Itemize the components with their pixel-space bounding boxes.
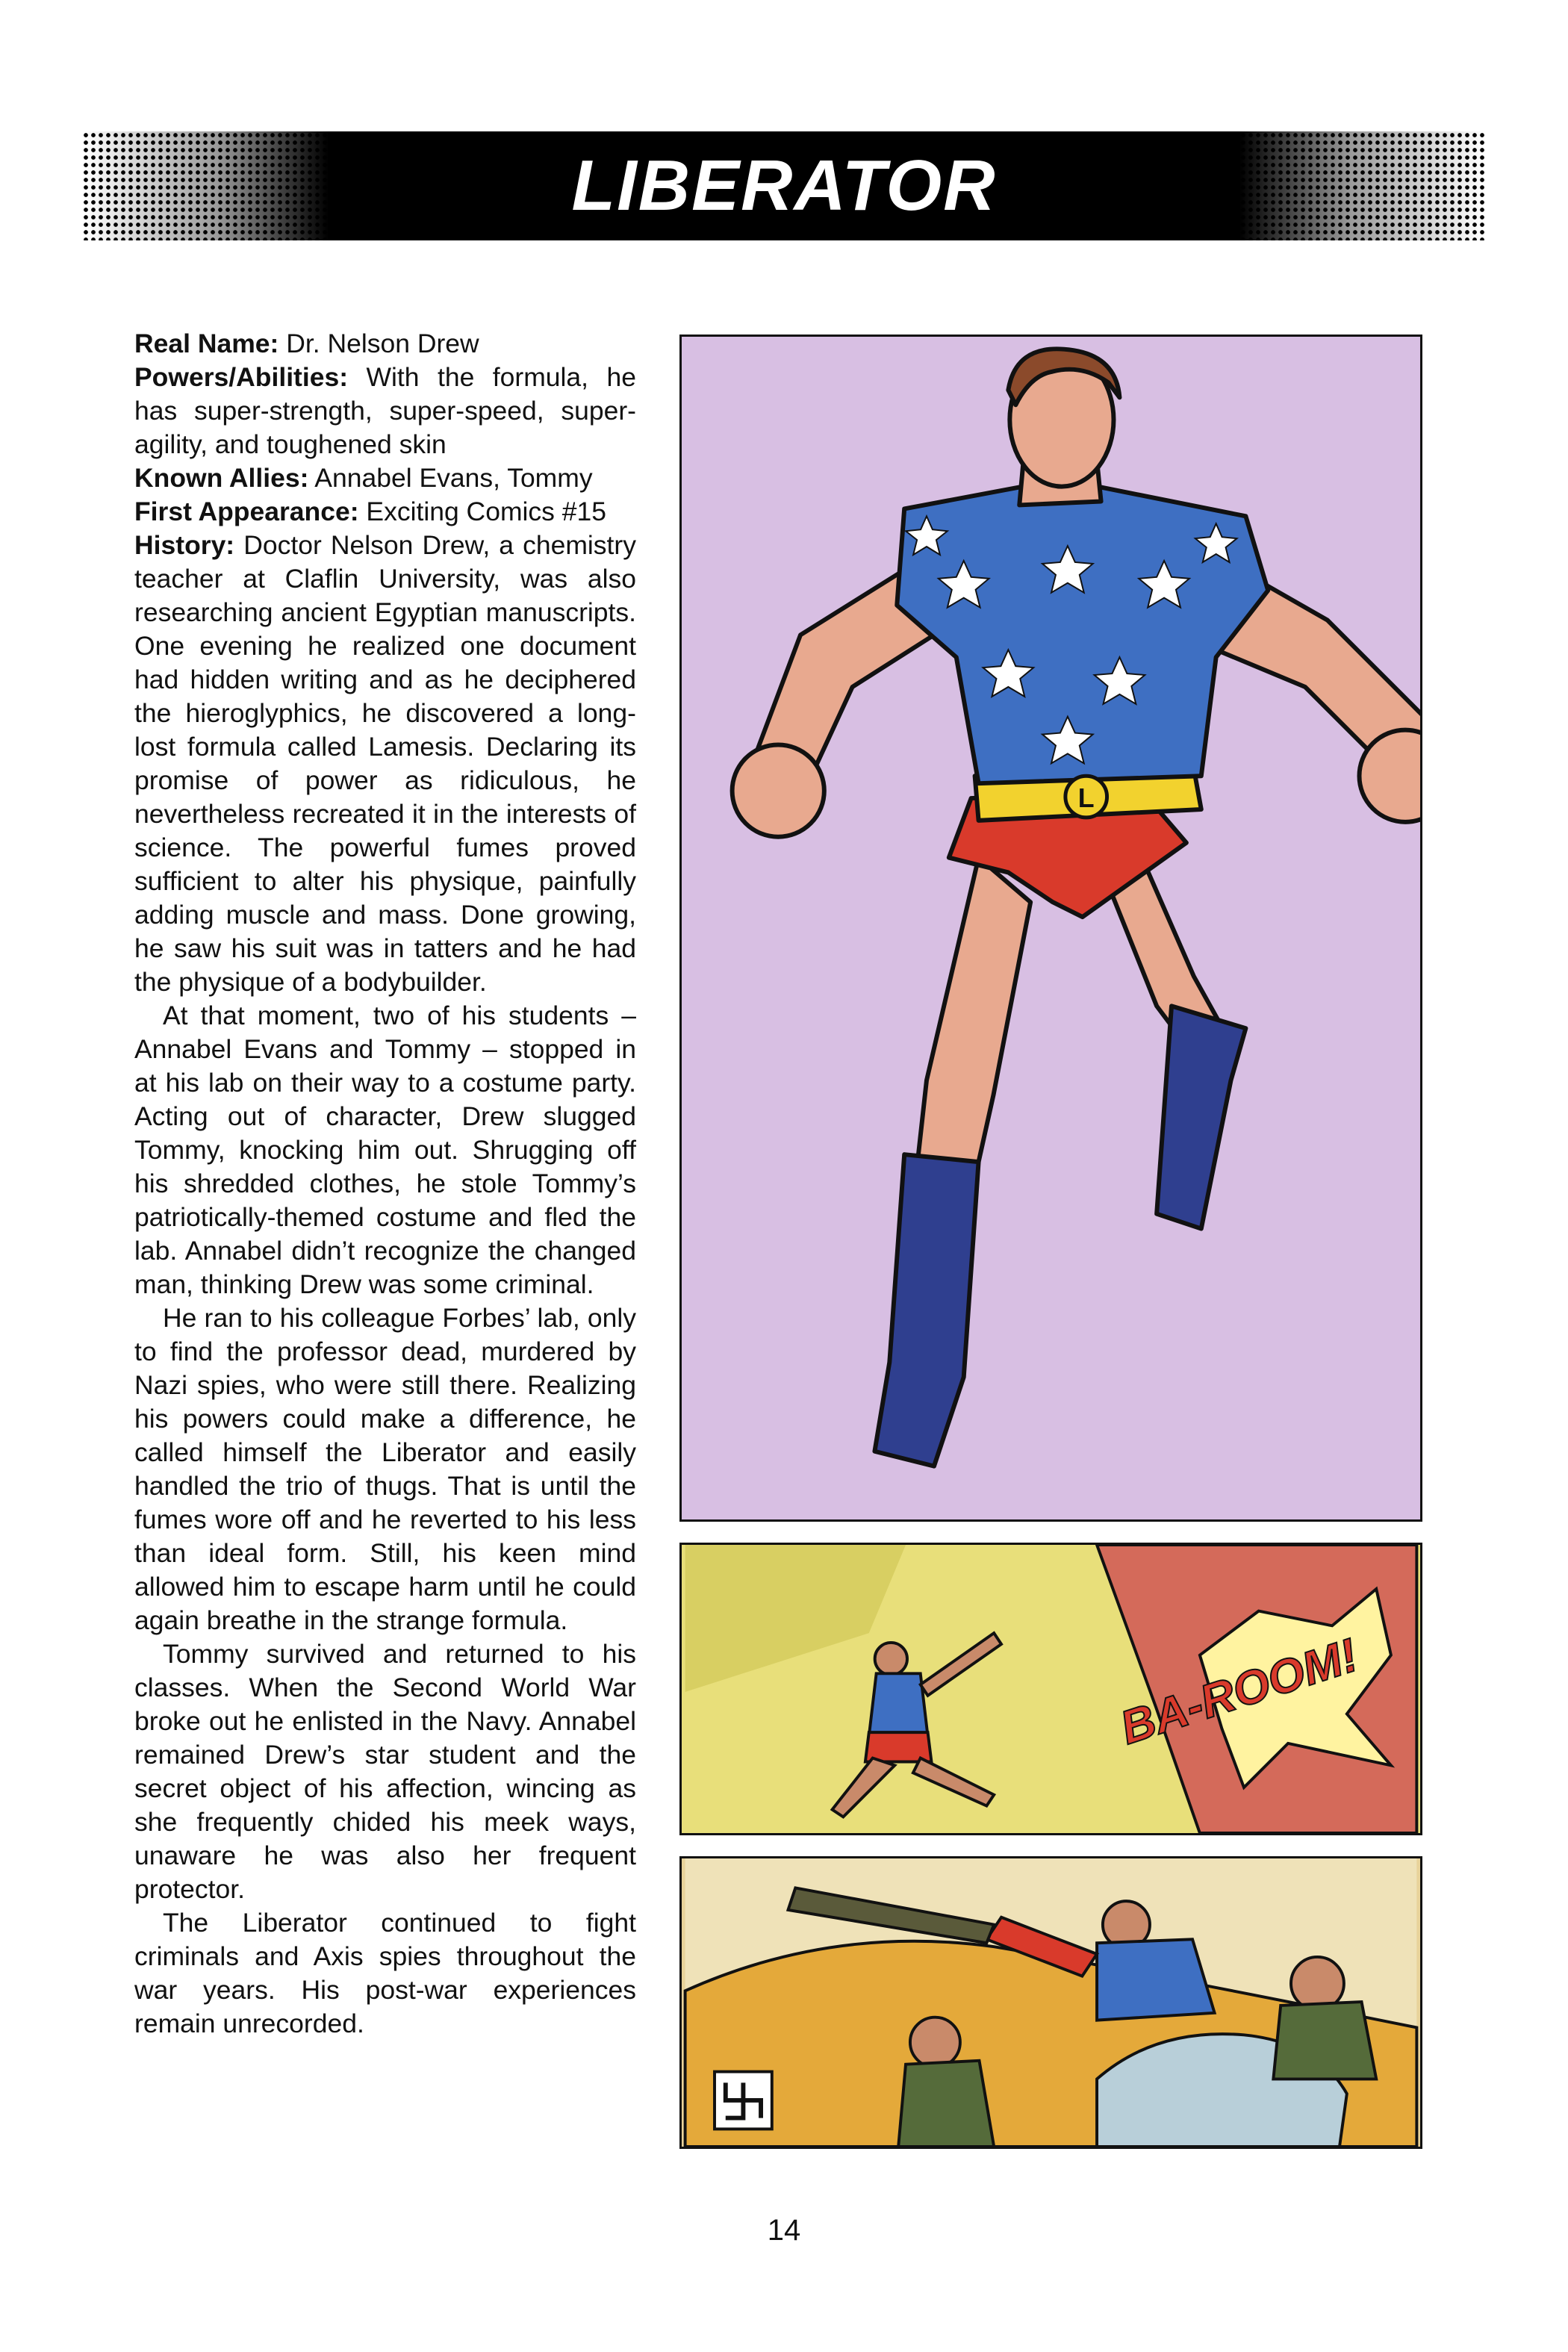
sfx-text: BA-ROOM! [1114,1628,1364,1755]
history-paragraph-3: He ran to his colleague Forbes’ lab, only to find the professor dead, murdered by Nazi spies, who were still there. Realizing his powers could make a difference, he called himself the Liberator and easily handled the trio of thugs. That is until the fumes wore off and he reverted to his less than ideal form. Still, his keen mind allowed him to escape harm until he could again breathe in the strange formula. [134,1303,636,1635]
bio-text-column [134,327,636,2041]
explosion-panel [679,1543,1422,1835]
cockpit-panel [679,1856,1422,2149]
allies-value: Annabel Evans, Tommy [308,463,593,493]
first-appearance-label: First Appearance: [134,497,359,526]
page-title: LIBERATOR [571,146,997,225]
history-paragraph-4: Tommy survived and returned to his classes. When the Second World War broke out he enlisted in the Navy. Annabel remained Drew’s star student and the secret object of his affection, wincing as she frequently chided his meek ways, unaware he was also her frequent protector. [134,1639,636,1904]
allies-field [134,461,636,495]
page-number: 14 [767,2214,801,2247]
history-value: Doctor Nelson Drew, a chemistry teacher at Claflin University, was also researching ancient Egyptian manuscripts. One evening he realized one document had hidden writing and as he deciphered the hieroglyphics, he discovered a long-lost formula called Lamesis. Declaring its promise of power as ridiculous, he nevertheless recreated it in the interests of science. The powerful fumes proved sufficient to alter his physique, painfully adding muscle and mass. Done growing, he saw his suit was in tatters and he had the physique of a bodybuilder. [134,530,636,997]
explosion-scene-illustration [682,1545,1420,1833]
hero-illustration-panel [679,335,1422,1522]
history-paragraph-2: At that moment, two of his students – Annabel Evans and Tommy – stopped in at his lab on their way to a costume party. Acting out of character, Drew slugged Tommy, knocking him out. Shrugging off his shredded clothes, he stole Tommy’s patriotically-themed costume and fled the lab. Annabel didn’t recognize the changed man, thinking Drew was some criminal. [134,1001,636,1299]
powers-value: With the formula, he has super-strength, super-speed, super-agility, and toughened skin [134,362,636,459]
history-label: History: [134,530,235,560]
title-banner [82,131,1486,240]
allies-label: Known Allies: [134,463,309,493]
real-name-field [134,327,636,361]
first-appearance-value: Exciting Comics #15 [358,497,606,526]
cockpit-scene-illustration [682,1858,1420,2147]
powers-field [134,361,636,461]
first-appearance-field [134,495,636,529]
history-paragraph-5: The Liberator continued to fight criminals and Axis spies throughout the war years. His post-war experiences remain unrecorded. [134,1908,636,2038]
real-name-value: Dr. Nelson Drew [279,329,479,358]
belt-letter: L [1077,783,1095,813]
liberator-figure-illustration [682,337,1420,1519]
powers-label: Powers/Abilities: [134,362,349,392]
real-name-label: Real Name: [134,329,279,358]
history-field [134,529,636,999]
